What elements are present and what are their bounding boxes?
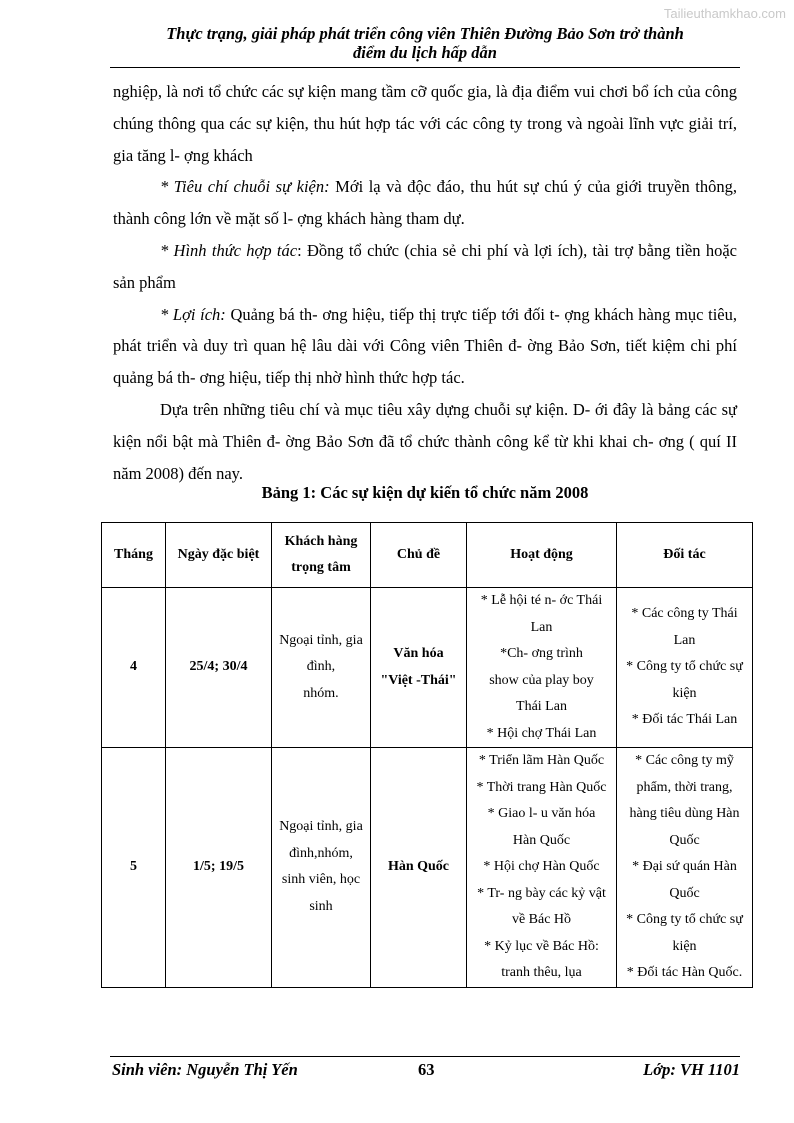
cell-month: 4: [102, 588, 166, 748]
cell-line: kiện: [672, 938, 697, 954]
cell-line: * Lễ hội té n- ớc Thái: [480, 593, 603, 608]
paragraph-3: [113, 235, 737, 299]
cell-line: * Công ty tổ chức sự: [626, 912, 743, 927]
cell-line: * Giao l- u văn hóa: [487, 806, 596, 821]
criteria-label: * Tiêu chí chuỗi sự kiện:: [160, 177, 330, 197]
cell-line: Văn hóa: [393, 646, 444, 661]
cooperation-text: : Đồng tổ chức (chia sẻ chi phí và lợi ích), tài trợ bằng tiền hoặc sản phẩm: [113, 240, 737, 292]
page-number: 63: [418, 1060, 435, 1079]
cell-line: Hàn Quốc: [387, 859, 450, 874]
header-title-line-1: Thực trạng, giải pháp phát triển công viên Thiên Đường Bảo Sơn trở thành: [166, 24, 684, 43]
cell-customers: [272, 748, 371, 988]
cell-month: 5: [102, 748, 166, 988]
cell-line: tranh thêu, lụa: [501, 965, 582, 980]
cell-line: về Bác Hồ: [511, 912, 572, 927]
cell-line: * Đối tác Hàn Quốc.: [626, 965, 743, 980]
footer-student: Sinh viên: Nguyễn Thị Yến: [112, 1060, 298, 1079]
header-activities: Hoạt động: [467, 523, 617, 588]
cell-line: đình,nhóm,: [289, 845, 353, 861]
paragraph-2: [113, 171, 737, 235]
cell-activities: [467, 748, 617, 988]
cell-line: * Công ty tổ chức sự: [626, 659, 743, 675]
cell-line: nhóm.: [303, 685, 339, 701]
cell-line: show của play boy: [489, 672, 594, 688]
cell-line: phẩm, thời trang,: [636, 779, 733, 795]
cell-line: Hàn Quốc: [512, 832, 571, 848]
header-month: Tháng: [102, 523, 166, 588]
watermark: Tailieuthamkhao.com: [663, 6, 786, 21]
table-row: [102, 748, 753, 988]
header-special-dates: Ngày đặc biệt: [166, 523, 272, 588]
benefits-label: * Lợi ích:: [160, 304, 226, 324]
cell-line: * Các công ty Thái: [631, 606, 738, 622]
cell-line: Ngoại tỉnh, gia: [279, 819, 363, 835]
paragraph-4: [113, 299, 737, 394]
cell-line: * Các công ty mỹ: [635, 753, 734, 768]
header-target-customers: Khách hàng trọng tâm: [272, 523, 371, 588]
body-text: [113, 76, 737, 489]
cell-line: kiện: [672, 685, 697, 701]
criteria-text: Mới lạ và độc đáo, thu hút sự chú ý của giới truyền thông, thành công lớn về mặt số l- ợng khách hàng tham dự.: [113, 177, 738, 229]
cell-partners: [617, 588, 753, 748]
events-table: [101, 522, 753, 988]
cell-line: * Triển lãm Hàn Quốc: [478, 753, 605, 768]
cell-line: Thái Lan: [516, 699, 567, 714]
header-theme: Chủ đề: [371, 523, 467, 588]
cell-line: Quốc: [669, 885, 700, 901]
table-header-row: [102, 523, 753, 588]
cell-partners: [617, 748, 753, 988]
cell-theme: [371, 748, 467, 988]
paragraph-5: Dựa trên những tiêu chí và mục tiêu xây dựng chuỗi sự kiện. D- ới đây là bảng các sự kiện nổi bật mà Thiên đ- ờng Bảo Sơn đã tổ chức thành công kể từ khi khai ch- ơng ( quí II năm 2008) đến nay.: [113, 399, 737, 483]
cell-customers: [272, 588, 371, 748]
cell-line: * Thời trang Hàn Quốc: [476, 779, 607, 795]
cell-line: Lan: [673, 632, 696, 648]
cooperation-label: * Hình thức hợp tác: [160, 240, 298, 260]
cell-theme: [371, 588, 467, 748]
header-title-line-2: điểm du lịch hấp dẫn: [353, 43, 497, 62]
cell-line: * Đại sứ quán Hàn: [632, 859, 737, 874]
cell-line: * Đối tác Thái Lan: [631, 712, 738, 728]
cell-dates: 25/4; 30/4: [166, 588, 272, 748]
cell-line: * Tr- ng bày các kỷ vật: [477, 885, 606, 901]
cell-line: * Hội chợ Hàn Quốc: [483, 859, 600, 874]
cell-line: * Hội chợ Thái Lan: [486, 725, 597, 741]
benefits-text: Quảng bá th- ơng hiệu, tiếp thị trực tiếp tới đối t- ợng khách hàng mục tiêu, phát triển và duy trì quan hệ lâu dài với Công viên Thiên đ- ờng Bảo Sơn, tiết kiệm chi phí quảng bá th- ơng hiệu, tiếp thị nhờ hình thức hợp tác.: [113, 304, 737, 388]
header-divider: [110, 67, 740, 68]
cell-line: Lan: [530, 619, 553, 635]
cell-dates: 1/5; 19/5: [166, 748, 272, 988]
cell-line: sinh: [309, 898, 333, 914]
cell-line: *Ch- ơng trình: [500, 646, 583, 661]
cell-line: hàng tiêu dùng Hàn: [629, 806, 740, 821]
table-row: [102, 588, 753, 748]
footer-divider: [110, 1056, 740, 1057]
cell-line: đình,: [306, 659, 336, 675]
cell-line: "Việt -Thái": [380, 672, 457, 688]
cell-line: Quốc: [669, 832, 700, 848]
table-caption: Bảng 1: Các sự kiện dự kiến tổ chức năm 2008: [261, 483, 589, 502]
footer-class: Lớp: VH 1101: [643, 1060, 740, 1079]
cell-line: * Kỷ lục về Bác Hồ:: [484, 938, 599, 954]
cell-line: Ngoại tỉnh, gia: [279, 632, 363, 648]
page-header-title: [110, 24, 740, 62]
header-partners: Đối tác: [617, 523, 753, 588]
cell-line: sinh viên, học: [281, 872, 361, 888]
cell-activities: [467, 588, 617, 748]
paragraph-1: nghiệp, là nơi tổ chức các sự kiện mang tầm cỡ quốc gia, là địa điểm vui chơi bổ ích của công chúng thông qua các sự kiện, thu hút hợp tác với các công ty trong và ngoài lĩnh vực giải trí, gia tăng l- ợng khách: [113, 82, 737, 165]
